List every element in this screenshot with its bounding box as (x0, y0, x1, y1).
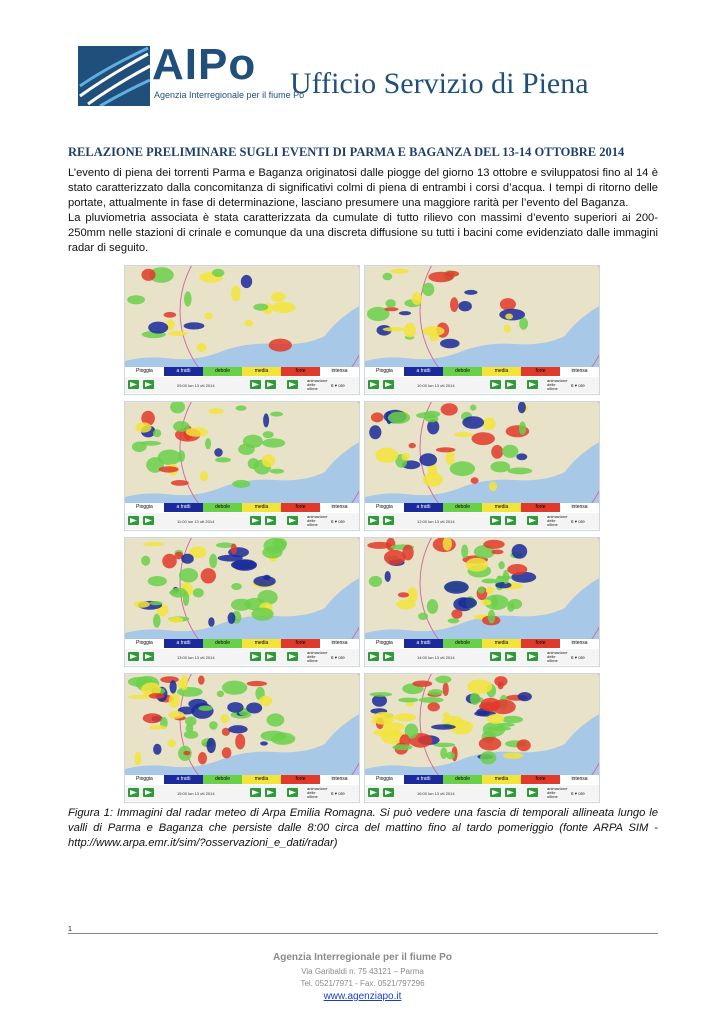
last-frame-button[interactable] (505, 516, 516, 525)
last-frame-button[interactable] (265, 788, 276, 797)
arrow-icon (370, 518, 377, 523)
hours-select[interactable]: 6 ▾ ore (571, 791, 585, 796)
legend-item: Pioggia (365, 775, 404, 784)
animation-label: animazione delle ultime (547, 786, 568, 799)
animation-controls (365, 513, 599, 529)
logo-text: AIPo (152, 40, 257, 89)
radar-map (365, 674, 599, 775)
legend-item: debole (443, 367, 482, 376)
legend-item: media (242, 639, 281, 648)
arrow-icon (492, 654, 499, 659)
animation-controls (125, 377, 359, 393)
radar-timestamp: 09:00 lun 13 ott 2014 (177, 383, 215, 388)
legend-item: a tratti (164, 639, 203, 648)
animation-label: animazione delle ultime (547, 650, 568, 663)
legend-item: debole (443, 775, 482, 784)
legend-item: debole (443, 503, 482, 512)
legend-item: intensa (320, 367, 359, 376)
legend-item: debole (443, 639, 482, 648)
arrow-icon (267, 654, 274, 659)
legend-item: media (242, 367, 281, 376)
arrow-icon (267, 382, 274, 387)
first-frame-button[interactable] (368, 516, 379, 525)
radar-map (365, 266, 599, 367)
radar-timestamp: 11:00 lun 13 ott 2014 (177, 519, 215, 524)
next-frame-button[interactable] (490, 788, 501, 797)
legend-item: forte (521, 775, 560, 784)
animation-controls (365, 377, 599, 393)
legend-item: a tratti (164, 367, 203, 376)
previous-frame-button[interactable] (143, 652, 154, 661)
animation-controls (365, 649, 599, 665)
hours-select[interactable]: 6 ▾ ore (571, 655, 585, 660)
page-number: 1 (68, 926, 72, 933)
radar-map (365, 538, 599, 639)
arrow-icon (529, 382, 536, 387)
play-button[interactable] (527, 380, 538, 389)
radar-timestamp: 12:00 lun 13 ott 2014 (417, 519, 455, 524)
arrow-icon (507, 790, 514, 795)
paragraph-1: L’evento di piena dei torrenti Parma e Baganza originatosi dalle piogge del giorno 13 ottobre e sviluppatosi fino al 14 è stato caratterizzato dalla concomitanza di significativi colmi di piena di entrambi i corsi d’acqua. I tempi di ritorno delle portate, attualmente in fase di determinazione, lasciano presumere una maggiore rarità per l’evento del Baganza. (68, 167, 658, 209)
radar-timestamp: 10:00 lun 13 ott 2014 (417, 383, 455, 388)
rain-legend (125, 367, 359, 376)
legend-item: media (482, 503, 521, 512)
radar-map (125, 402, 359, 503)
footer-website-link[interactable]: www.agenziapo.it (323, 991, 402, 1002)
next-frame-button[interactable] (490, 380, 501, 389)
radar-panel (124, 265, 360, 395)
legend-item: forte (521, 639, 560, 648)
arrow-icon (385, 518, 392, 523)
arrow-icon (130, 382, 137, 387)
radar-panel (124, 673, 360, 803)
footer-divider (68, 933, 658, 934)
next-frame-button[interactable] (490, 516, 501, 525)
legend-item: debole (203, 367, 242, 376)
legend-item: media (482, 639, 521, 648)
previous-frame-button[interactable] (143, 380, 154, 389)
first-frame-button[interactable] (368, 380, 379, 389)
arrow-icon (385, 654, 392, 659)
arrow-icon (492, 790, 499, 795)
arrow-icon (252, 518, 259, 523)
animation-label: animazione delle ultime (307, 514, 328, 527)
report-body (68, 166, 658, 256)
rain-legend (365, 775, 599, 784)
last-frame-button[interactable] (265, 516, 276, 525)
arrow-icon (145, 518, 152, 523)
radar-timestamp: 16:00 lun 13 ott 2014 (417, 791, 455, 796)
arrow-icon (529, 790, 536, 795)
previous-frame-button[interactable] (383, 652, 394, 661)
legend-item: intensa (320, 639, 359, 648)
legend-item: a tratti (164, 503, 203, 512)
radar-timestamp: 15:00 lun 13 ott 2014 (177, 791, 215, 796)
legend-item: intensa (560, 639, 599, 648)
hours-select[interactable]: 6 ▾ ore (331, 791, 345, 796)
animation-label: animazione delle ultime (547, 514, 568, 527)
first-frame-button[interactable] (128, 652, 139, 661)
aipo-wave-logo-icon (78, 46, 150, 106)
arrow-icon (385, 382, 392, 387)
legend-item: Pioggia (365, 367, 404, 376)
legend-item: forte (281, 639, 320, 648)
legend-item: Pioggia (365, 503, 404, 512)
arrow-icon (289, 518, 296, 523)
legend-item: intensa (560, 503, 599, 512)
rain-legend (365, 639, 599, 648)
play-button[interactable] (287, 516, 298, 525)
legend-item: a tratti (164, 775, 203, 784)
play-button[interactable] (287, 652, 298, 661)
first-frame-button[interactable] (368, 652, 379, 661)
first-frame-button[interactable] (128, 516, 139, 525)
play-button[interactable] (287, 788, 298, 797)
rain-legend (365, 503, 599, 512)
last-frame-button[interactable] (505, 380, 516, 389)
legend-item: debole (203, 639, 242, 648)
next-frame-button[interactable] (250, 380, 261, 389)
page-header (78, 42, 638, 112)
rain-legend (125, 775, 359, 784)
legend-item: forte (281, 775, 320, 784)
previous-frame-button[interactable] (383, 380, 394, 389)
arrow-icon (507, 518, 514, 523)
first-frame-button[interactable] (128, 380, 139, 389)
animation-label: animazione delle ultime (307, 786, 328, 799)
legend-item: forte (281, 503, 320, 512)
previous-frame-button[interactable] (143, 788, 154, 797)
legend-item: Pioggia (125, 503, 164, 512)
rain-legend (365, 367, 599, 376)
radar-panel (364, 537, 600, 667)
legend-item: media (482, 775, 521, 784)
legend-item: Pioggia (125, 775, 164, 784)
arrow-icon (252, 654, 259, 659)
footer-org: Agenzia Interregionale per il fiume Po (273, 952, 452, 963)
previous-frame-button[interactable] (143, 516, 154, 525)
radar-panel (124, 537, 360, 667)
legend-item: media (242, 775, 281, 784)
last-frame-button[interactable] (505, 652, 516, 661)
next-frame-button[interactable] (250, 788, 261, 797)
radar-map (125, 538, 359, 639)
next-frame-button[interactable] (490, 652, 501, 661)
legend-item: media (482, 367, 521, 376)
radar-map (365, 402, 599, 503)
legend-item: debole (203, 775, 242, 784)
play-button[interactable] (527, 788, 538, 797)
legend-item: media (242, 503, 281, 512)
arrow-icon (370, 654, 377, 659)
legend-item: a tratti (404, 639, 443, 648)
hours-select[interactable]: 6 ▾ ore (331, 519, 345, 524)
arrow-icon (130, 790, 137, 795)
footer-address: Via Garibaldi n. 75 43121 – Parma (301, 967, 424, 976)
first-frame-button[interactable] (368, 788, 379, 797)
arrow-icon (370, 382, 377, 387)
arrow-icon (507, 654, 514, 659)
hours-select[interactable]: 6 ▾ ore (331, 655, 345, 660)
legend-item: intensa (560, 367, 599, 376)
legend-item: forte (521, 367, 560, 376)
rain-legend (125, 503, 359, 512)
legend-item: a tratti (404, 367, 443, 376)
arrow-icon (492, 518, 499, 523)
legend-item: a tratti (404, 775, 443, 784)
last-frame-button[interactable] (505, 788, 516, 797)
legend-item: Pioggia (125, 639, 164, 648)
legend-item: debole (203, 503, 242, 512)
animation-label: animazione delle ultime (307, 650, 328, 663)
legend-item: intensa (320, 503, 359, 512)
play-button[interactable] (527, 516, 538, 525)
animation-controls (365, 785, 599, 801)
legend-item: intensa (320, 775, 359, 784)
animation-label: animazione delle ultime (547, 378, 568, 391)
radar-map (125, 266, 359, 367)
radar-panel (364, 265, 600, 395)
footer-phone: Tel. 0521/7971 - Fax. 0521/797296 (300, 979, 425, 988)
animation-controls (125, 785, 359, 801)
arrow-icon (289, 382, 296, 387)
play-button[interactable] (527, 652, 538, 661)
radar-panel (124, 401, 360, 531)
first-frame-button[interactable] (128, 788, 139, 797)
previous-frame-button[interactable] (383, 788, 394, 797)
arrow-icon (385, 790, 392, 795)
hours-select[interactable]: 6 ▾ ore (571, 519, 585, 524)
last-frame-button[interactable] (265, 380, 276, 389)
arrow-icon (252, 790, 259, 795)
arrow-icon (267, 790, 274, 795)
legend-item: a tratti (404, 503, 443, 512)
radar-timestamp: 14:00 lun 13 ott 2014 (417, 655, 455, 660)
arrow-icon (529, 518, 536, 523)
hours-select[interactable]: 6 ▾ ore (571, 383, 585, 388)
legend-item: Pioggia (365, 639, 404, 648)
rain-legend (125, 639, 359, 648)
arrow-icon (370, 790, 377, 795)
play-button[interactable] (287, 380, 298, 389)
arrow-icon (145, 654, 152, 659)
legend-item: Pioggia (125, 367, 164, 376)
legend-item: forte (281, 367, 320, 376)
arrow-icon (130, 518, 137, 523)
animation-controls (125, 513, 359, 529)
arrow-icon (145, 790, 152, 795)
next-frame-button[interactable] (250, 652, 261, 661)
paragraph-2: La pluviometria associata è stata caratterizzata da cumulate di tutto rilievo con massimi d’evento superiori ai 200-250mm nelle stazioni di crinale e comunque da una discreta diffusione su tutti i bacini come evidenziato dalle immagini radar di seguito. (68, 212, 658, 254)
arrow-icon (130, 654, 137, 659)
next-frame-button[interactable] (250, 516, 261, 525)
previous-frame-button[interactable] (383, 516, 394, 525)
arrow-icon (145, 382, 152, 387)
legend-item: intensa (560, 775, 599, 784)
arrow-icon (529, 654, 536, 659)
radar-map (125, 674, 359, 775)
arrow-icon (267, 518, 274, 523)
logo-subtitle: Agenzia Interregionale per il fiume Po (154, 90, 305, 100)
radar-timestamp: 13:00 lun 13 ott 2014 (177, 655, 215, 660)
animation-controls (125, 649, 359, 665)
arrow-icon (252, 382, 259, 387)
report-title: RELAZIONE PRELIMINARE SUGLI EVENTI DI PARMA E BAGANZA DEL 13-14 OTTOBRE 2014 (68, 145, 625, 159)
arrow-icon (289, 790, 296, 795)
radar-image-grid (124, 265, 598, 805)
hours-select[interactable]: 6 ▾ ore (331, 383, 345, 388)
office-title: Ufficio Servizio di Piena (290, 67, 589, 100)
last-frame-button[interactable] (265, 652, 276, 661)
arrow-icon (492, 382, 499, 387)
legend-item: forte (521, 503, 560, 512)
radar-panel (364, 673, 600, 803)
arrow-icon (289, 654, 296, 659)
figure-caption: Figura 1: Immagini dal radar meteo di Arpa Emilia Romagna. Si può vedere una fascia di temporali allineata lungo le valli di Parma e Baganza che persiste dalle 8:00 circa del mattino fino al tardo pomeriggio (fonte ARPA SIM - http://www.arpa.emr.it/sim/?osservazioni_e_dati/radar) (68, 807, 658, 849)
animation-label: animazione delle ultime (307, 378, 328, 391)
arrow-icon (507, 382, 514, 387)
radar-panel (364, 401, 600, 531)
